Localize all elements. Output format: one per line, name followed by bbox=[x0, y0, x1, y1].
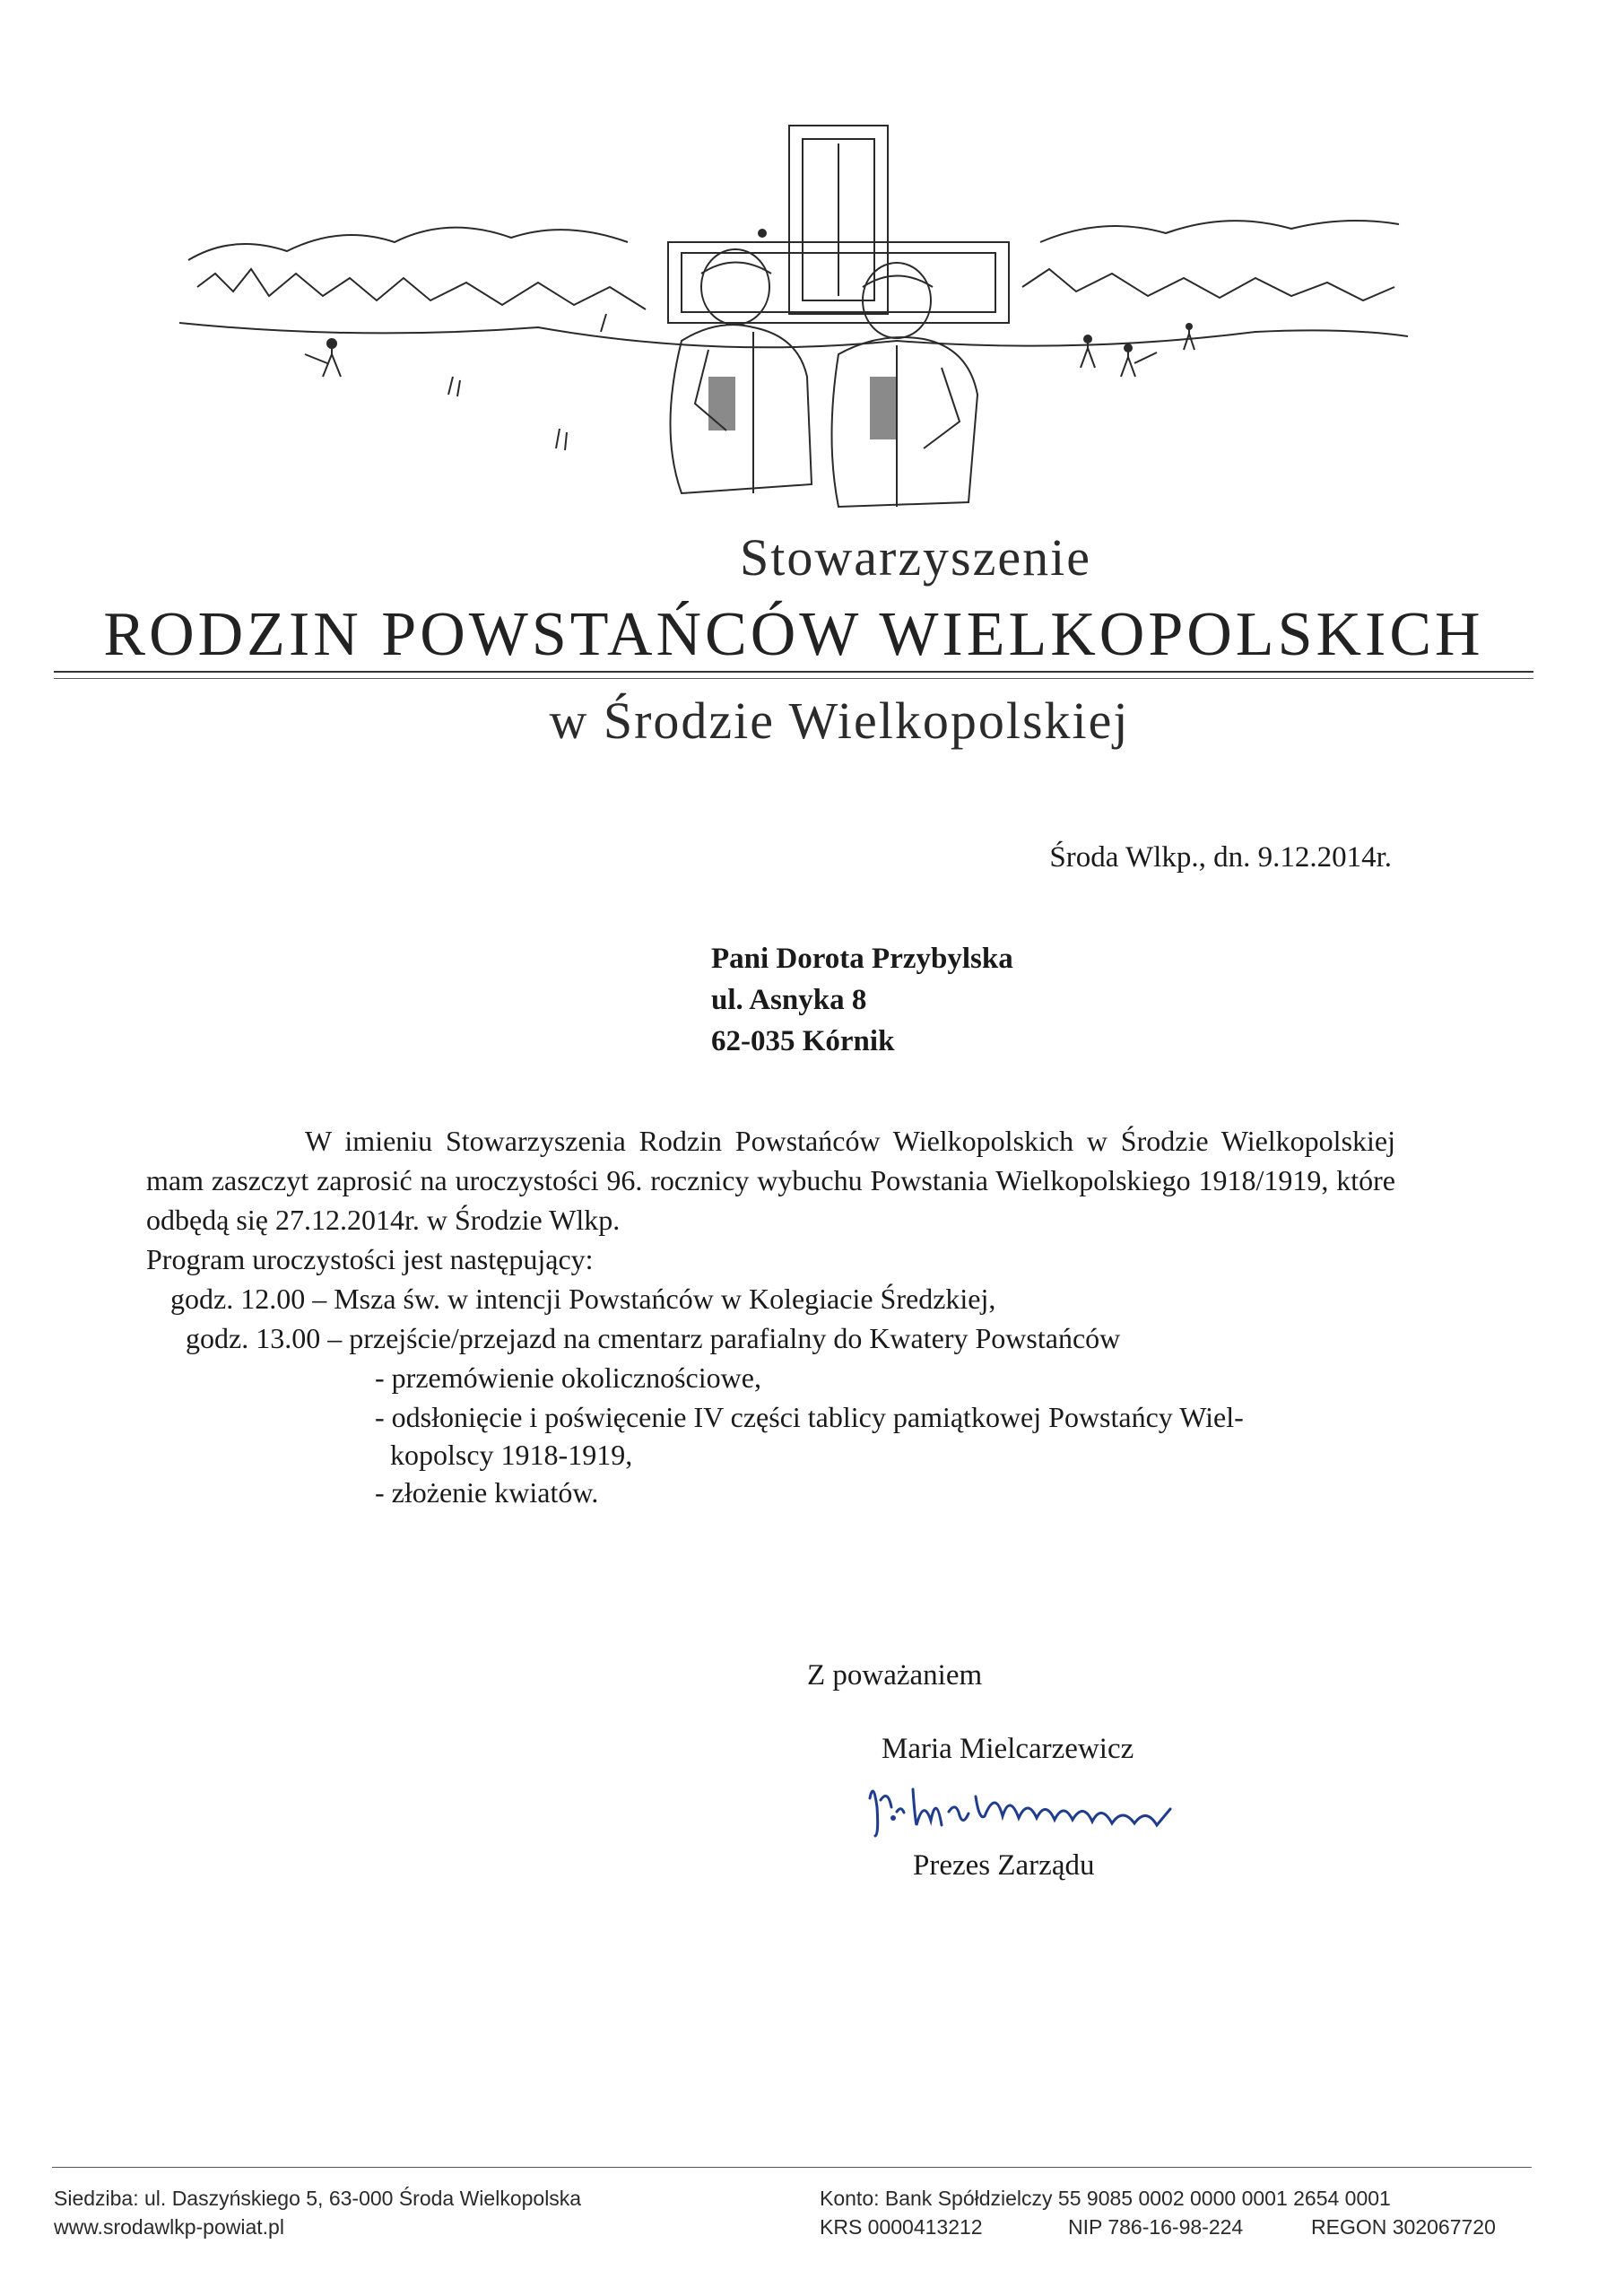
letter-body bbox=[146, 1121, 1395, 1279]
footer-website[interactable]: www.srodawlkp-powiat.pl bbox=[54, 2215, 284, 2239]
invitation-paragraph: W imieniu Stowarzyszenia Rodzin Powstańców Wielkopolskich w Środzie Wielkopolskiej mam zaszczyt zaprosić na uroczystości 96. rocznicy wybuchu Powstania Wielkopolskiego 1918/1919, które odbędą się 27.12.2014r. w Środzie Wlkp. bbox=[146, 1125, 1395, 1236]
footer-address: Siedziba: ul. Daszyńskiego 5, 63-000 Środa Wielkopolska bbox=[54, 2187, 582, 2210]
program-intro: Program uroczystości jest następujący: bbox=[146, 1243, 594, 1275]
org-name-line3: w Środzie Wielkopolskiej bbox=[549, 691, 1130, 750]
org-name-line1: Stowarzyszenie bbox=[740, 528, 1091, 587]
letterhead-divider bbox=[54, 671, 1533, 673]
handwritten-signature bbox=[861, 1771, 1211, 1843]
footer-divider bbox=[52, 2167, 1532, 2168]
insurgents-cross-illustration bbox=[179, 108, 1408, 556]
signer-name: Maria Mielcarzewicz bbox=[882, 1733, 1134, 1765]
signer-title: Prezes Zarządu bbox=[913, 1849, 1095, 1882]
recipient-city: 62-035 Kórnik bbox=[711, 1025, 895, 1057]
recipient-address bbox=[711, 938, 1013, 1062]
recipient-name: Pani Dorota Przybylska bbox=[711, 943, 1013, 975]
program-item: godz. 12.00 – Msza św. w intencji Powstańców w Kolegiacie Średzkiej, bbox=[170, 1283, 996, 1315]
letterhead-divider-thin bbox=[54, 678, 1533, 679]
program-subitem: kopolscy 1918-1919, bbox=[390, 1439, 633, 1471]
footer-krs: KRS 0000413212 bbox=[820, 2215, 983, 2239]
recipient-street: ul. Asnyka 8 bbox=[711, 984, 867, 1016]
footer-regon: REGON 302067720 bbox=[1311, 2215, 1496, 2239]
footer-bank-account: Konto: Bank Spółdzielczy 55 9085 0002 0000 0001 2654 0001 bbox=[820, 2187, 1391, 2210]
program-subitem: - przemówienie okolicznościowe, bbox=[375, 1361, 761, 1394]
closing-salutation: Z poważaniem bbox=[807, 1659, 983, 1692]
program-subitem: - odsłonięcie i poświęcenie IV części tablicy pamiątkowej Powstańcy Wiel- bbox=[375, 1401, 1244, 1433]
program-subitem: - złożenie kwiatów. bbox=[375, 1476, 599, 1509]
dateline: Środa Wlkp., dn. 9.12.2014r. bbox=[1049, 841, 1392, 874]
org-name-line2: RODZIN POWSTAŃCÓW WIELKOPOLSKICH bbox=[103, 600, 1484, 669]
program-item: godz. 13.00 – przejście/przejazd na cmentarz parafialny do Kwatery Powstańców bbox=[186, 1322, 1121, 1354]
footer-nip: NIP 786-16-98-224 bbox=[1068, 2215, 1244, 2239]
